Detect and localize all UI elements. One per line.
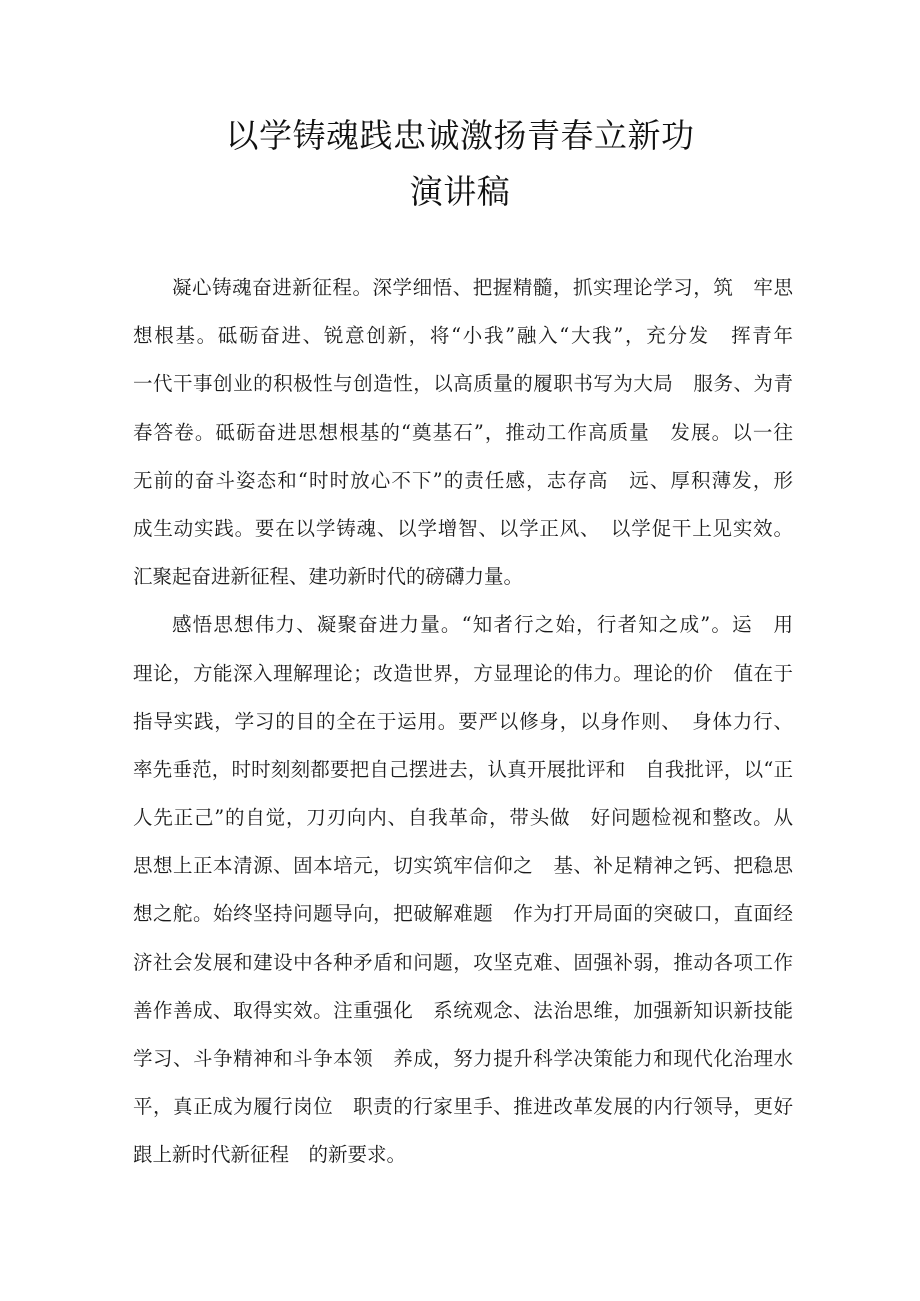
paragraph-line: 率先垂范，时时刻刻都要把自己摆进去，认真开展批评和 自我批评，以“正: [133, 757, 793, 781]
paragraph-line: 人先正己”的自觉，刀刃向内、自我革命，带头做 好问题检视和整改。从: [133, 806, 793, 830]
paragraph-line: 凝心铸魂奋进新征程。深学细悟、把握精髓，抓实理论学习，筑 牢思: [172, 276, 793, 299]
paragraph-line: 感悟思想伟力、凝聚奋进力量。“知者行之始，行者知之成”。运 用: [172, 613, 793, 637]
paragraph-line: 指导实践，学习的目的全在于运用。要严以修身，以身作则、 身体力行、: [133, 709, 793, 733]
title-line-main: 以学铸魂践忠诚激扬青春立新功: [225, 116, 695, 155]
paragraph-line: 思想上正本清源、固本培元，切实筑牢信仰之 基、补足精神之钙、把稳思: [133, 854, 793, 878]
paragraph-line: 理论，方能深入理解理论；改造世界，方显理论的伟力。理论的价 值在于: [133, 661, 793, 685]
paragraph-line: 无前的奋斗姿态和“时时放心不下”的责任感，志存高 远、厚积薄发，形: [133, 468, 793, 492]
document-body: [133, 264, 793, 1180]
paragraph-line: 一代干事创业的积极性与创造性，以高质量的履职书写为大局 服务、为青: [133, 372, 793, 396]
paragraph-line: 汇聚起奋进新征程、建功新时代的磅礴力量。: [133, 565, 524, 589]
paragraph-1: [133, 264, 793, 601]
paragraph-line: 成生动实践。要在以学铸魂、以学增智、以学正风、 以学促干上见实效。: [133, 516, 793, 540]
paragraph-line: 学习、斗争精神和斗争本领 养成，努力提升科学决策能力和现代化治理水: [133, 1047, 793, 1070]
paragraph-line: 平，真正成为履行岗位 职责的行家里手、推进改革发展的内行领导，更好: [133, 1095, 793, 1119]
paragraph-line: 想之舵。始终坚持问题导向，把破解难题 作为打开局面的突破口，直面经: [133, 902, 793, 926]
paragraph-2: [133, 601, 793, 1179]
paragraph-line: 想根基。砥砺奋进、锐意创新，将“小我”融入“大我”，充分发 挥青年: [133, 324, 793, 348]
paragraph-line: 济社会发展和建设中各种矛盾和问题，攻坚克难、固强补弱，推动各项工作: [133, 950, 793, 974]
paragraph-line: 跟上新时代新征程 的新要求。: [133, 1143, 407, 1167]
paragraph-line: 春答卷。砥砺奋进思想根基的“奠基石”，推动工作高质量 发展。以一往: [133, 420, 793, 444]
document-title: [0, 108, 920, 220]
paragraph-line: 善作善成、取得实效。注重强化 系统观念、法治思维，加强新知识新技能: [133, 998, 793, 1022]
title-line-subtitle: 演讲稿: [409, 172, 511, 211]
